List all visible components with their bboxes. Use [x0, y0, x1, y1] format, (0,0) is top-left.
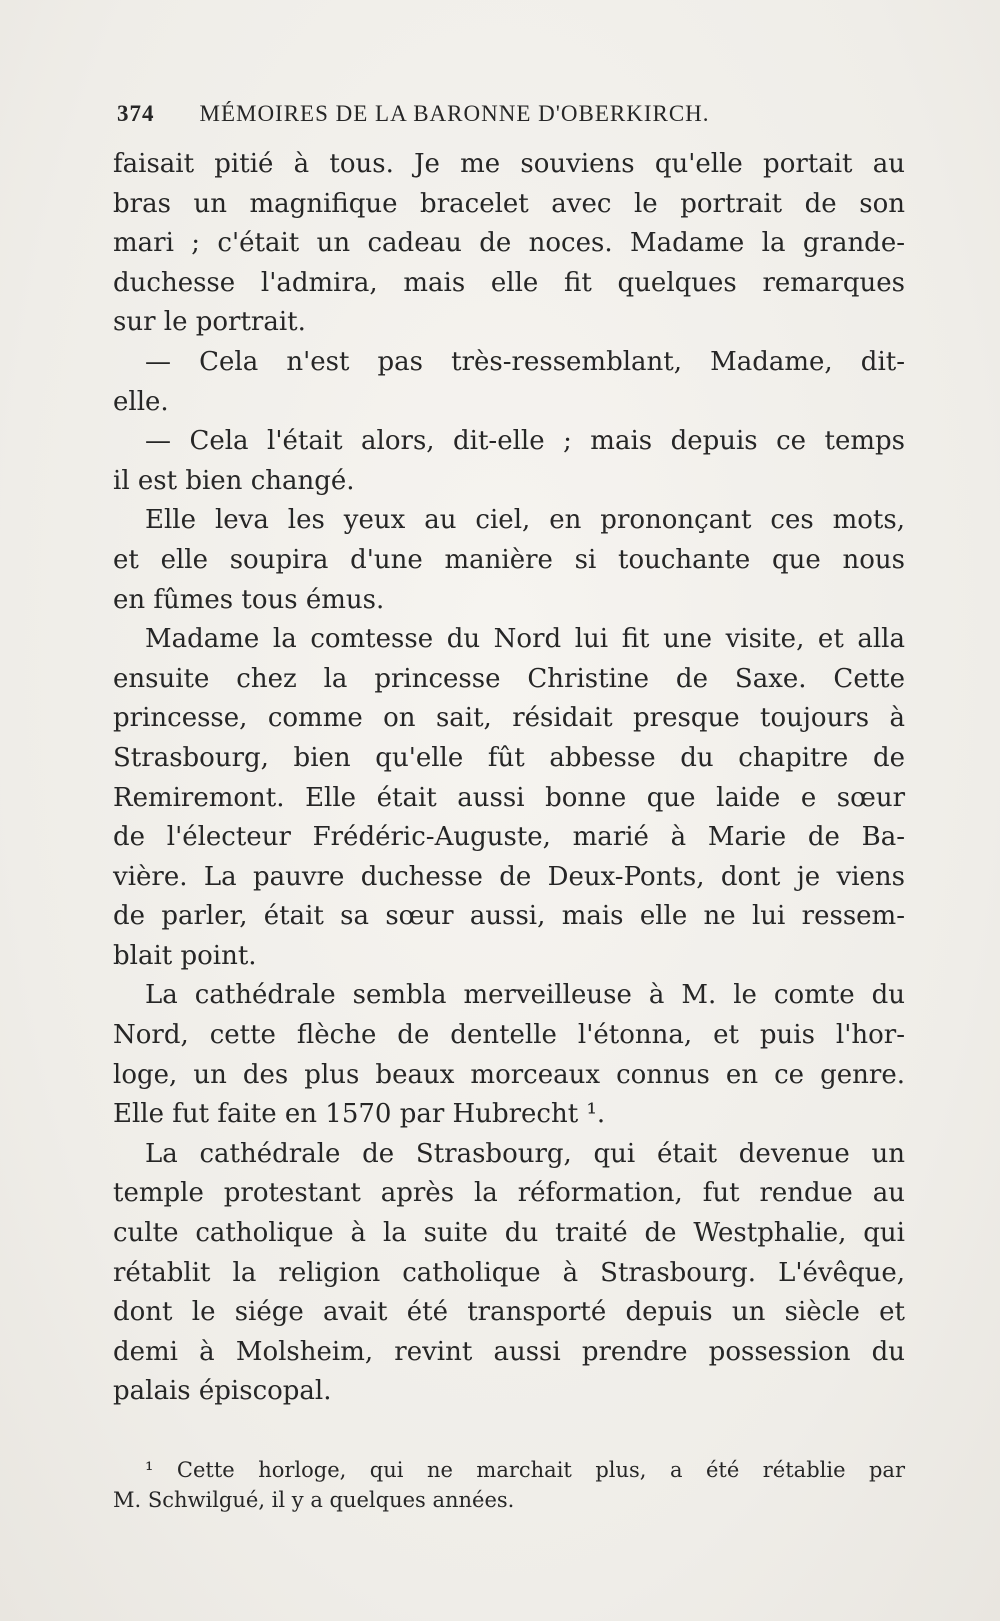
- text-line: palais épiscopal.: [113, 1376, 332, 1407]
- text-line: ensuite chez la princesse Christine de Saxe. Cette: [113, 663, 905, 694]
- text-line: en fûmes tous émus.: [113, 584, 385, 615]
- text-line: et elle soupira d'une manière si touchante que nous: [113, 544, 905, 575]
- text-line: duchesse l'admira, mais elle fit quelques remarques: [113, 267, 905, 298]
- text-line: rétablit la religion catholique à Strasbourg. L'évêque,: [113, 1257, 905, 1288]
- text-line: sur le portrait.: [113, 307, 306, 338]
- text-line: il est bien changé.: [113, 465, 355, 496]
- text-line: mari ; c'était un cadeau de noces. Madame la grande-: [113, 228, 905, 259]
- text-line: — Cela n'est pas très-ressemblant, Madame, dit-: [145, 346, 905, 377]
- text-line: temple protestant après la réformation, fut rendue au: [113, 1178, 905, 1209]
- footnote-line: M. Schwilgué, il y a quelques années.: [113, 1488, 515, 1512]
- text-line: La cathédrale sembla merveilleuse à M. le comte du: [145, 980, 905, 1011]
- text-line: Elle fut faite en 1570 par Hubrecht ¹.: [113, 1099, 606, 1130]
- text-line: elle.: [113, 386, 169, 417]
- running-title: MÉMOIRES DE LA BARONNE D'OBERKIRCH.: [199, 101, 710, 126]
- text-line: demi à Molsheim, revint aussi prendre possession du: [113, 1336, 905, 1367]
- text-line: princesse, comme on sait, résidait presque toujours à: [113, 703, 905, 734]
- text-line: loge, un des plus beaux morceaux connus en ce genre.: [113, 1059, 905, 1090]
- page-number: 374: [117, 101, 155, 126]
- text-line: de parler, était sa sœur aussi, mais elle ne lui ressem-: [113, 901, 905, 932]
- text-line: culte catholique à la suite du traité de Westphalie, qui: [113, 1218, 905, 1249]
- text-line: faisait pitié à tous. Je me souviens qu'elle portait au: [113, 149, 905, 179]
- text-line: La cathédrale de Strasbourg, qui était devenue un: [145, 1138, 905, 1169]
- text-line: Madame la comtesse du Nord lui fit une visite, et alla: [145, 624, 905, 655]
- text-line: — Cela l'était alors, dit-elle ; mais depuis ce temps: [145, 426, 905, 457]
- text-line: blait point.: [113, 940, 257, 971]
- text-line: vière. La pauvre duchesse de Deux-Ponts, dont je viens: [113, 861, 905, 892]
- text-line: dont le siége avait été transporté depuis un siècle et: [113, 1297, 905, 1328]
- text-line: de l'électeur Frédéric-Auguste, marié à Marie de Ba-: [113, 822, 905, 853]
- running-header: [117, 101, 907, 127]
- text-line: Elle leva les yeux au ciel, en prononçant ces mots,: [145, 505, 905, 536]
- text-line: Strasbourg, bien qu'elle fût abbesse du chapitre de: [113, 742, 905, 773]
- text-line: Remiremont. Elle était aussi bonne que laide e sœur: [113, 782, 905, 813]
- text-line: Nord, cette flèche de dentelle l'étonna, et puis l'hor-: [113, 1020, 905, 1051]
- footnote-line: ¹ Cette horloge, qui ne marchait plus, a été rétablie par: [145, 1458, 905, 1482]
- body-text: [113, 145, 905, 1412]
- text-line: bras un magnifique bracelet avec le portrait de son: [113, 188, 905, 219]
- footnote: [113, 1455, 905, 1515]
